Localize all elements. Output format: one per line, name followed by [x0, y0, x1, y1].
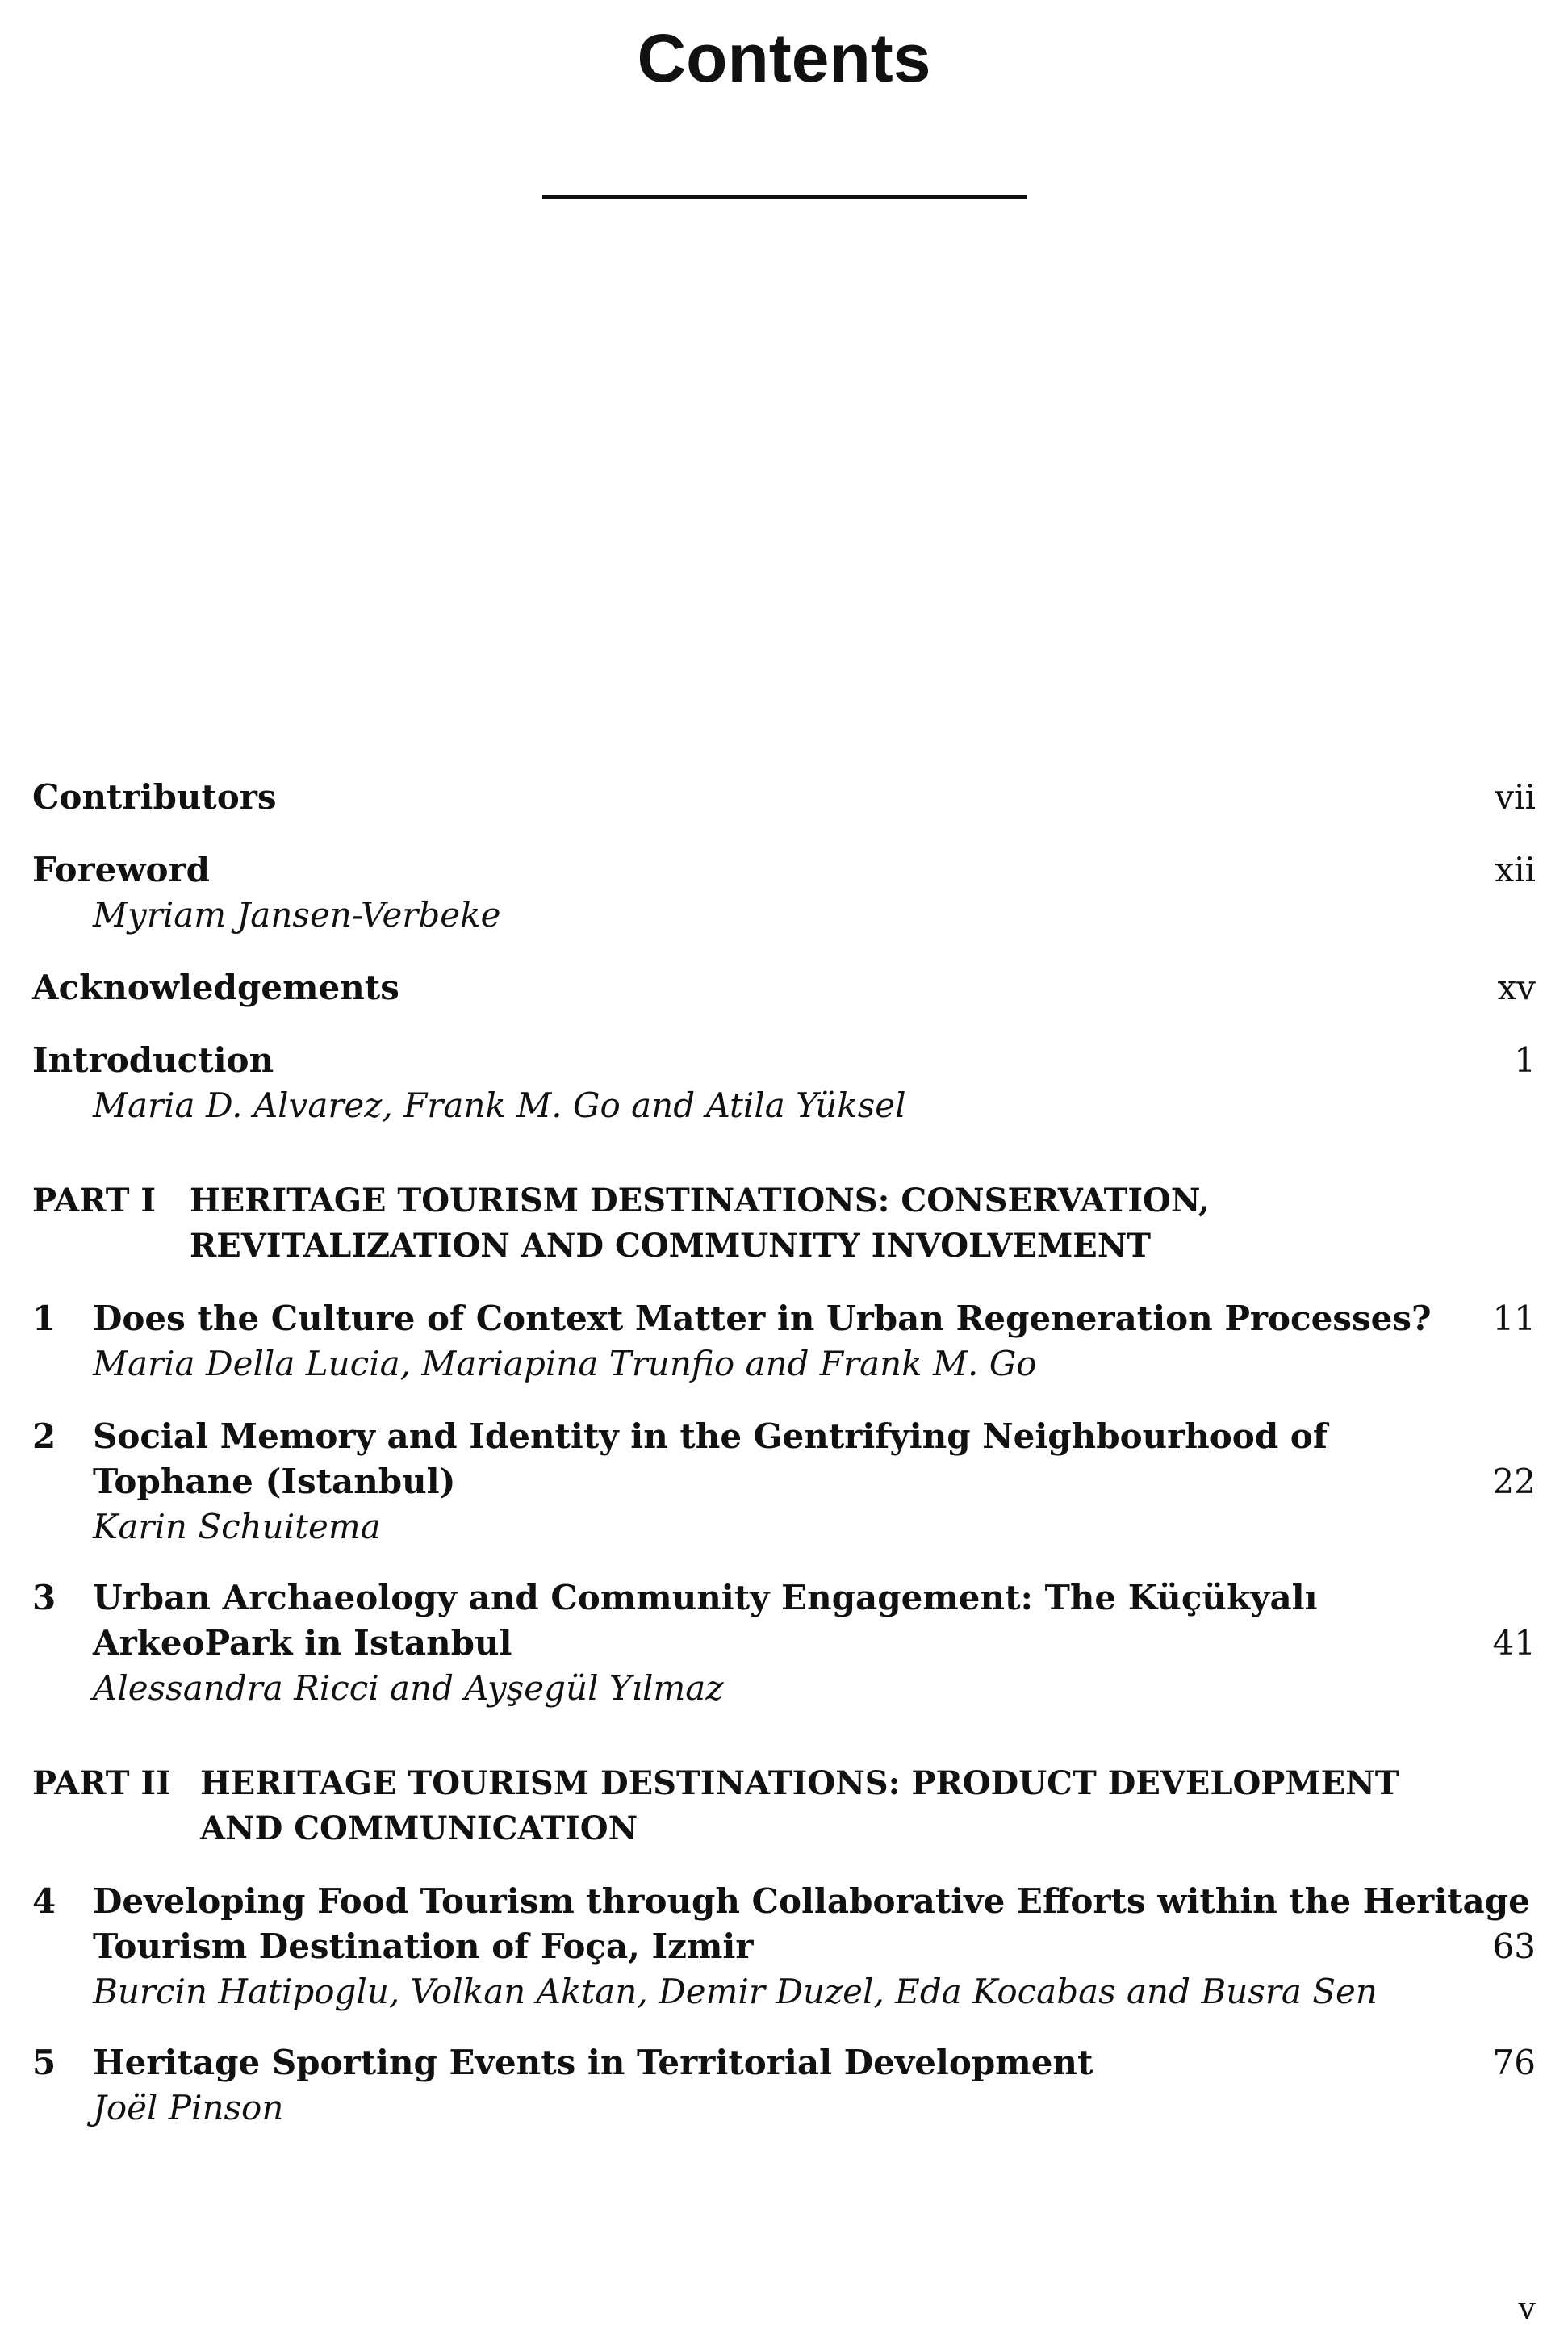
toc-page-foreword: xii: [1495, 850, 1536, 889]
chapter-number: 2: [32, 1416, 56, 1456]
toc-page-contributors: vii: [1495, 777, 1536, 817]
chapter-number: 1: [32, 1299, 56, 1338]
chapter-title-line[interactable]: Does the Culture of Context Matter in Urban Regeneration Processes?: [93, 1299, 1432, 1338]
chapter-number: 3: [32, 1578, 56, 1617]
part-title-line: HERITAGE TOURISM DESTINATIONS: CONSERVATION,: [190, 1182, 1210, 1219]
toc-entry-acknowledgements[interactable]: Acknowledgements: [32, 968, 399, 1007]
chapter-title-line[interactable]: Heritage Sporting Events in Territorial Development: [93, 2043, 1093, 2082]
part-title-line: AND COMMUNICATION: [200, 1809, 638, 1847]
chapter-page: 41: [1492, 1623, 1536, 1663]
toc-entry-foreword[interactable]: Foreword: [32, 850, 211, 889]
chapter-author: Karin Schuitema: [93, 1507, 381, 1546]
chapter-author: Alessandra Ricci and Ayşegül Yılmaz: [93, 1668, 724, 1708]
chapter-title-line[interactable]: Tourism Destination of Foça, Izmir: [93, 1926, 754, 1966]
chapter-author: Joël Pinson: [93, 2088, 284, 2127]
title-rule: [542, 195, 1027, 199]
part-title-line: HERITAGE TOURISM DESTINATIONS: PRODUCT DEVELOPMENT: [200, 1764, 1399, 1802]
chapter-title-line[interactable]: Urban Archaeology and Community Engagement: The Küçükyalı: [93, 1578, 1318, 1617]
chapter-page: 63: [1492, 1926, 1536, 1966]
chapter-author: Maria Della Lucia, Mariapina Trunfio and Frank M. Go: [93, 1344, 1037, 1383]
chapter-author: Burcin Hatipoglu, Volkan Aktan, Demir Duzel, Eda Kocabas and Busra Sen: [93, 1972, 1378, 2011]
chapter-number: 4: [32, 1881, 56, 1921]
toc-page-introduction: 1: [1514, 1040, 1536, 1080]
chapter-title-line[interactable]: Developing Food Tourism through Collaborative Efforts within the Heritage: [93, 1881, 1530, 1921]
part-label: PART I: [32, 1182, 157, 1219]
toc-author-foreword: Myriam Jansen-Verbeke: [93, 895, 501, 935]
toc-author-introduction: Maria D. Alvarez, Frank M. Go and Atila Yüksel: [93, 1086, 906, 1125]
chapter-title-line[interactable]: Tophane (Istanbul): [93, 1462, 456, 1501]
chapter-page: 22: [1492, 1462, 1536, 1501]
toc-entry-contributors[interactable]: Contributors: [32, 777, 277, 817]
chapter-title-line[interactable]: ArkeoPark in Istanbul: [93, 1623, 512, 1663]
chapter-page: 76: [1492, 2043, 1536, 2082]
chapter-number: 5: [32, 2043, 56, 2082]
part-label: PART II: [32, 1764, 171, 1802]
toc-entry-introduction[interactable]: Introduction: [32, 1040, 274, 1080]
part-title-line: REVITALIZATION AND COMMUNITY INVOLVEMENT: [190, 1227, 1152, 1265]
page-number: v: [1518, 2290, 1536, 2326]
chapter-page: 11: [1492, 1299, 1536, 1338]
page-title: Contents: [637, 20, 931, 96]
chapter-title-line[interactable]: Social Memory and Identity in the Gentrifying Neighbourhood of: [93, 1416, 1328, 1456]
toc-page-acknowledgements: xv: [1497, 968, 1536, 1007]
